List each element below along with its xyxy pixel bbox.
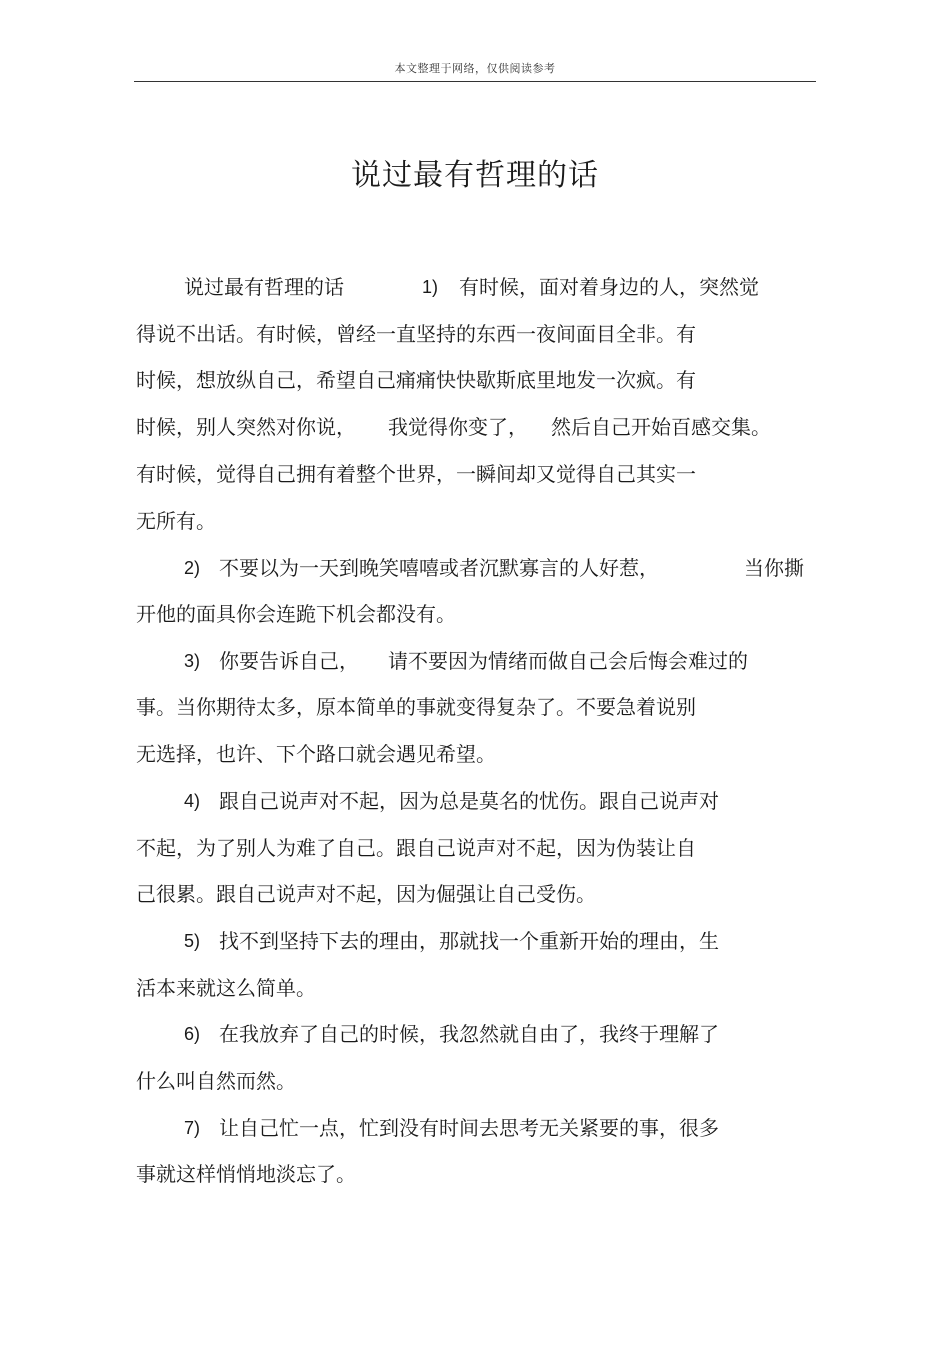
paragraph-line: 事就这样悄悄地淡忘了。	[136, 1162, 356, 1186]
paragraph-line: 有时候，面对着身边的人，突然觉	[459, 275, 759, 299]
paragraph-line: 当你撕	[744, 556, 804, 580]
paragraph-line: 事。当你期待太多，原本简单的事就变得复杂了。不要急着说别	[136, 695, 696, 719]
paragraph-line: 在我放弃了自己的时候，我忽然就自由了，我终于理解了	[219, 1022, 719, 1046]
paragraph-line: 有时候，觉得自己拥有着整个世界，一瞬间却又觉得自己其实一	[136, 462, 696, 486]
item-number-4: 4)	[184, 791, 201, 811]
item-number-5: 5)	[184, 931, 201, 951]
paragraph-line: 什么叫自然而然。	[136, 1069, 296, 1093]
document-title: 说过最有哲理的话	[351, 158, 599, 193]
intro-heading: 说过最有哲理的话	[184, 275, 344, 299]
paragraph-line: 无所有。	[136, 509, 216, 533]
item-number-6: 6)	[184, 1024, 201, 1044]
item-number-7: 7)	[184, 1118, 201, 1138]
paragraph-line: 然后自己开始百感交集。	[551, 415, 771, 439]
paragraph-line: 让自己忙一点，忙到没有时间去思考无关紧要的事，很多	[219, 1116, 719, 1140]
item-number-2: 2)	[184, 558, 201, 578]
paragraph-line: 己很累。跟自己说声对不起，因为倔强让自己受伤。	[136, 882, 596, 906]
paragraph-line: 找不到坚持下去的理由，那就找一个重新开始的理由，生	[219, 929, 719, 953]
paragraph-line: 开他的面具你会连跪下机会都没有。	[136, 602, 456, 626]
paragraph-line: 活本来就这么简单。	[136, 976, 316, 1000]
item-number-1: 1)	[422, 277, 439, 297]
paragraph-line: 我觉得你变了，	[388, 415, 528, 439]
header-note: 本文整理于网络，仅供阅读参考	[394, 62, 556, 75]
paragraph-line: 请不要因为情绪而做自己会后悔会难过的	[388, 649, 748, 673]
paragraph-line: 你要告诉自己，	[219, 649, 359, 673]
item-number-3: 3)	[184, 651, 201, 671]
paragraph-line: 得说不出话。有时候，曾经一直坚持的东西一夜间面目全非。有	[136, 322, 696, 346]
paragraph-line: 时候，想放纵自己，希望自己痛痛快快歇斯底里地发一次疯。有	[136, 368, 696, 392]
paragraph-line: 时候，别人突然对你说，	[136, 415, 356, 439]
paragraph-line: 不要以为一天到晚笑嘻嘻或者沉默寡言的人好惹，	[219, 556, 659, 580]
paragraph-line: 不起，为了别人为难了自己。跟自己说声对不起，因为伪装让自	[136, 836, 696, 860]
paragraph-line: 跟自己说声对不起，因为总是莫名的忧伤。跟自己说声对	[219, 789, 719, 813]
page-header	[134, 59, 816, 82]
paragraph-line: 无选择，也许、下个路口就会遇见希望。	[136, 742, 496, 766]
